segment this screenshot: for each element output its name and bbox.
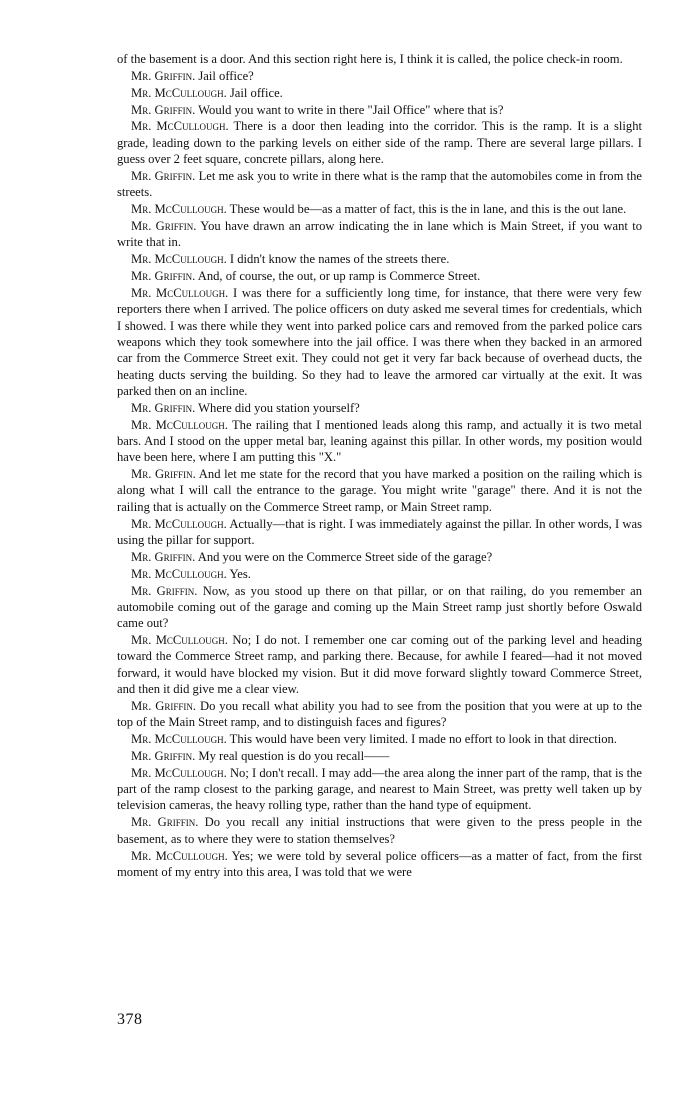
speaker-name: Mr. Griffin. [131,268,196,283]
testimony-paragraph [117,285,642,399]
speaker-name: Mr. Griffin. [131,748,196,763]
testimony-paragraph [117,168,642,201]
speaker-name: Mr. McCullough. [131,285,229,300]
speaker-name: Mr. McCullough. [131,732,227,747]
speaker-name: Mr. Griffin. [131,102,196,117]
speaker-name: Mr. Griffin. [131,467,196,482]
paragraph-text: Do you recall any initial instructions that were given to the press people in the basement, as to where they were to station themselves? [117,815,642,846]
testimony-paragraph [117,731,642,747]
paragraph-text: of the basement is a door. And this section right here is, I think it is called, the police check-in room. [117,52,623,66]
paragraph-text: Do you recall what ability you had to see from the position that you were at up to the top of the Main Street ramp, and to distinguish faces and figures? [117,698,643,730]
speaker-name: Mr. McCullough. [131,516,227,531]
paragraph-text: Jail office. [229,85,283,100]
testimony-paragraph [117,516,642,549]
testimony-paragraph [117,102,642,118]
paragraph-text: There is a door then leading into the corridor. This is the ramp. It is a slight grade, leading down to the parking levels on either side of the ramp. There are several large pillars. I guess over 2 feet square, concrete pillars, along here. [117,119,643,167]
testimony-paragraph [117,85,642,101]
testimony-paragraph [117,218,642,251]
testimony-paragraph [117,417,642,466]
speaker-name: Mr. Griffin. [131,549,196,564]
speaker-name: Mr. Griffin. [131,168,196,183]
speaker-name: Mr. Griffin. [131,400,196,415]
speaker-name: Mr. McCullough. [131,119,229,134]
speaker-name: Mr. McCullough. [131,566,227,581]
paragraph-text: And let me state for the record that you have marked a position on the railing which is along what I will call the entrance to the garage. You might write "garage" there. And it is not the railing that is actually on the Commerce Street ramp, or Main Street ramp. [117,467,642,514]
testimony-paragraph [117,251,642,267]
testimony-text [117,51,642,881]
speaker-name: Mr. McCullough. [131,85,227,100]
speaker-name: Mr. McCullough. [131,417,228,432]
paragraph-text: You have drawn an arrow indicating the in lane which is Main Street, if you want to write that in. [117,218,642,250]
testimony-paragraph [117,118,642,167]
speaker-name: Mr. McCullough. [131,848,228,863]
paragraph-text: And, of course, the out, or up ramp is Commerce Street. [197,268,481,283]
paragraph-text: I was there for a sufficiently long time, for instance, that there were very few reporters there when I arrived. The police officers on duty asked me several times for credentials, which I showed. I was there while they went into parked police cars and removed from the parked police cars weapons which they took somewhere into the jail office. I was there when they backed in an armored car from the Commerce Street exit. They could not get it very far back because of overhead ducts, the heating ducts serving the building. So they had to leave the armored car virtually at the exit. It was parked then on an incline. [117,285,642,398]
testimony-paragraph [117,549,642,565]
testimony-paragraph [117,51,642,67]
testimony-paragraph [117,814,642,847]
paragraph-text: I didn't know the names of the streets there. [229,252,450,267]
speaker-name: Mr. McCullough. [131,633,228,648]
testimony-paragraph [117,632,642,697]
testimony-paragraph [117,68,642,84]
testimony-paragraph [117,765,642,814]
paragraph-text: Actually—that is right. I was immediately against the pillar. In other words, I was using the pillar for support. [117,516,642,547]
testimony-paragraph [117,466,642,515]
paragraph-text: No; I don't recall. I may add—the area along the inner part of the ramp, that is the part of the ramp closest to the parking garage, and nearest to Main Street, was pretty well taken up by television cameras, the heavy rolling type, rather than the hand type of equipment. [117,765,642,813]
testimony-paragraph [117,201,642,217]
testimony-paragraph [117,698,642,731]
paragraph-text: Now, as you stood up there on that pillar, or on that railing, do you remember an automobile coming out of the garage and coming up the Main Street ramp just shortly before Oswald came out? [117,583,643,631]
paragraph-text: Let me ask you to write in there what is the ramp that the automobiles come in from the streets. [117,168,643,200]
paragraph-text: Jail office? [198,68,254,83]
speaker-name: Mr. Griffin. [131,218,197,233]
page-number: 378 [117,1011,143,1028]
speaker-name: Mr. Griffin. [131,583,198,598]
testimony-paragraph [117,566,642,582]
paragraph-text: Would you want to write in there "Jail Office" where that is? [198,102,504,117]
testimony-paragraph [117,848,642,881]
paragraph-text: Yes. [229,566,251,581]
paragraph-text: No; I do not. I remember one car coming out of the parking level and heading toward the Commerce Street ramp, and parking there. Because, for awhile I feared—had it not moved forward, it would have blocked my vision. But it did move forward slightly toward Commerce Street, and then it did give me a clear view. [117,633,642,697]
paragraph-text: Where did you station yourself? [198,400,360,415]
speaker-name: Mr. Griffin. [131,815,199,830]
paragraph-text: And you were on the Commerce Street side of the garage? [197,549,493,564]
speaker-name: Mr. McCullough. [131,202,227,217]
speaker-name: Mr. Griffin. [131,68,196,83]
paragraph-text: These would be—as a matter of fact, this is the in lane, and this is the out lane. [229,202,627,217]
paragraph-text: The railing that I mentioned leads along this ramp, and actually it is two metal bars. And I stood on the upper metal bar, leaning against this pillar. In other words, my position would have been here, where I am putting this "X." [117,417,643,465]
speaker-name: Mr. McCullough. [131,252,227,267]
paragraph-text: Yes; we were told by several police officers—as a matter of fact, from the first moment of my entry into this area, I was told that we were [117,848,642,879]
testimony-paragraph [117,400,642,416]
paragraph-text: My real question is do you recall—— [198,748,390,763]
speaker-name: Mr. McCullough. [131,765,227,780]
testimony-paragraph [117,268,642,284]
testimony-paragraph [117,583,642,632]
speaker-name: Mr. Griffin. [131,698,197,713]
testimony-paragraph [117,748,642,764]
paragraph-text: This would have been very limited. I made no effort to look in that direction. [229,732,617,747]
